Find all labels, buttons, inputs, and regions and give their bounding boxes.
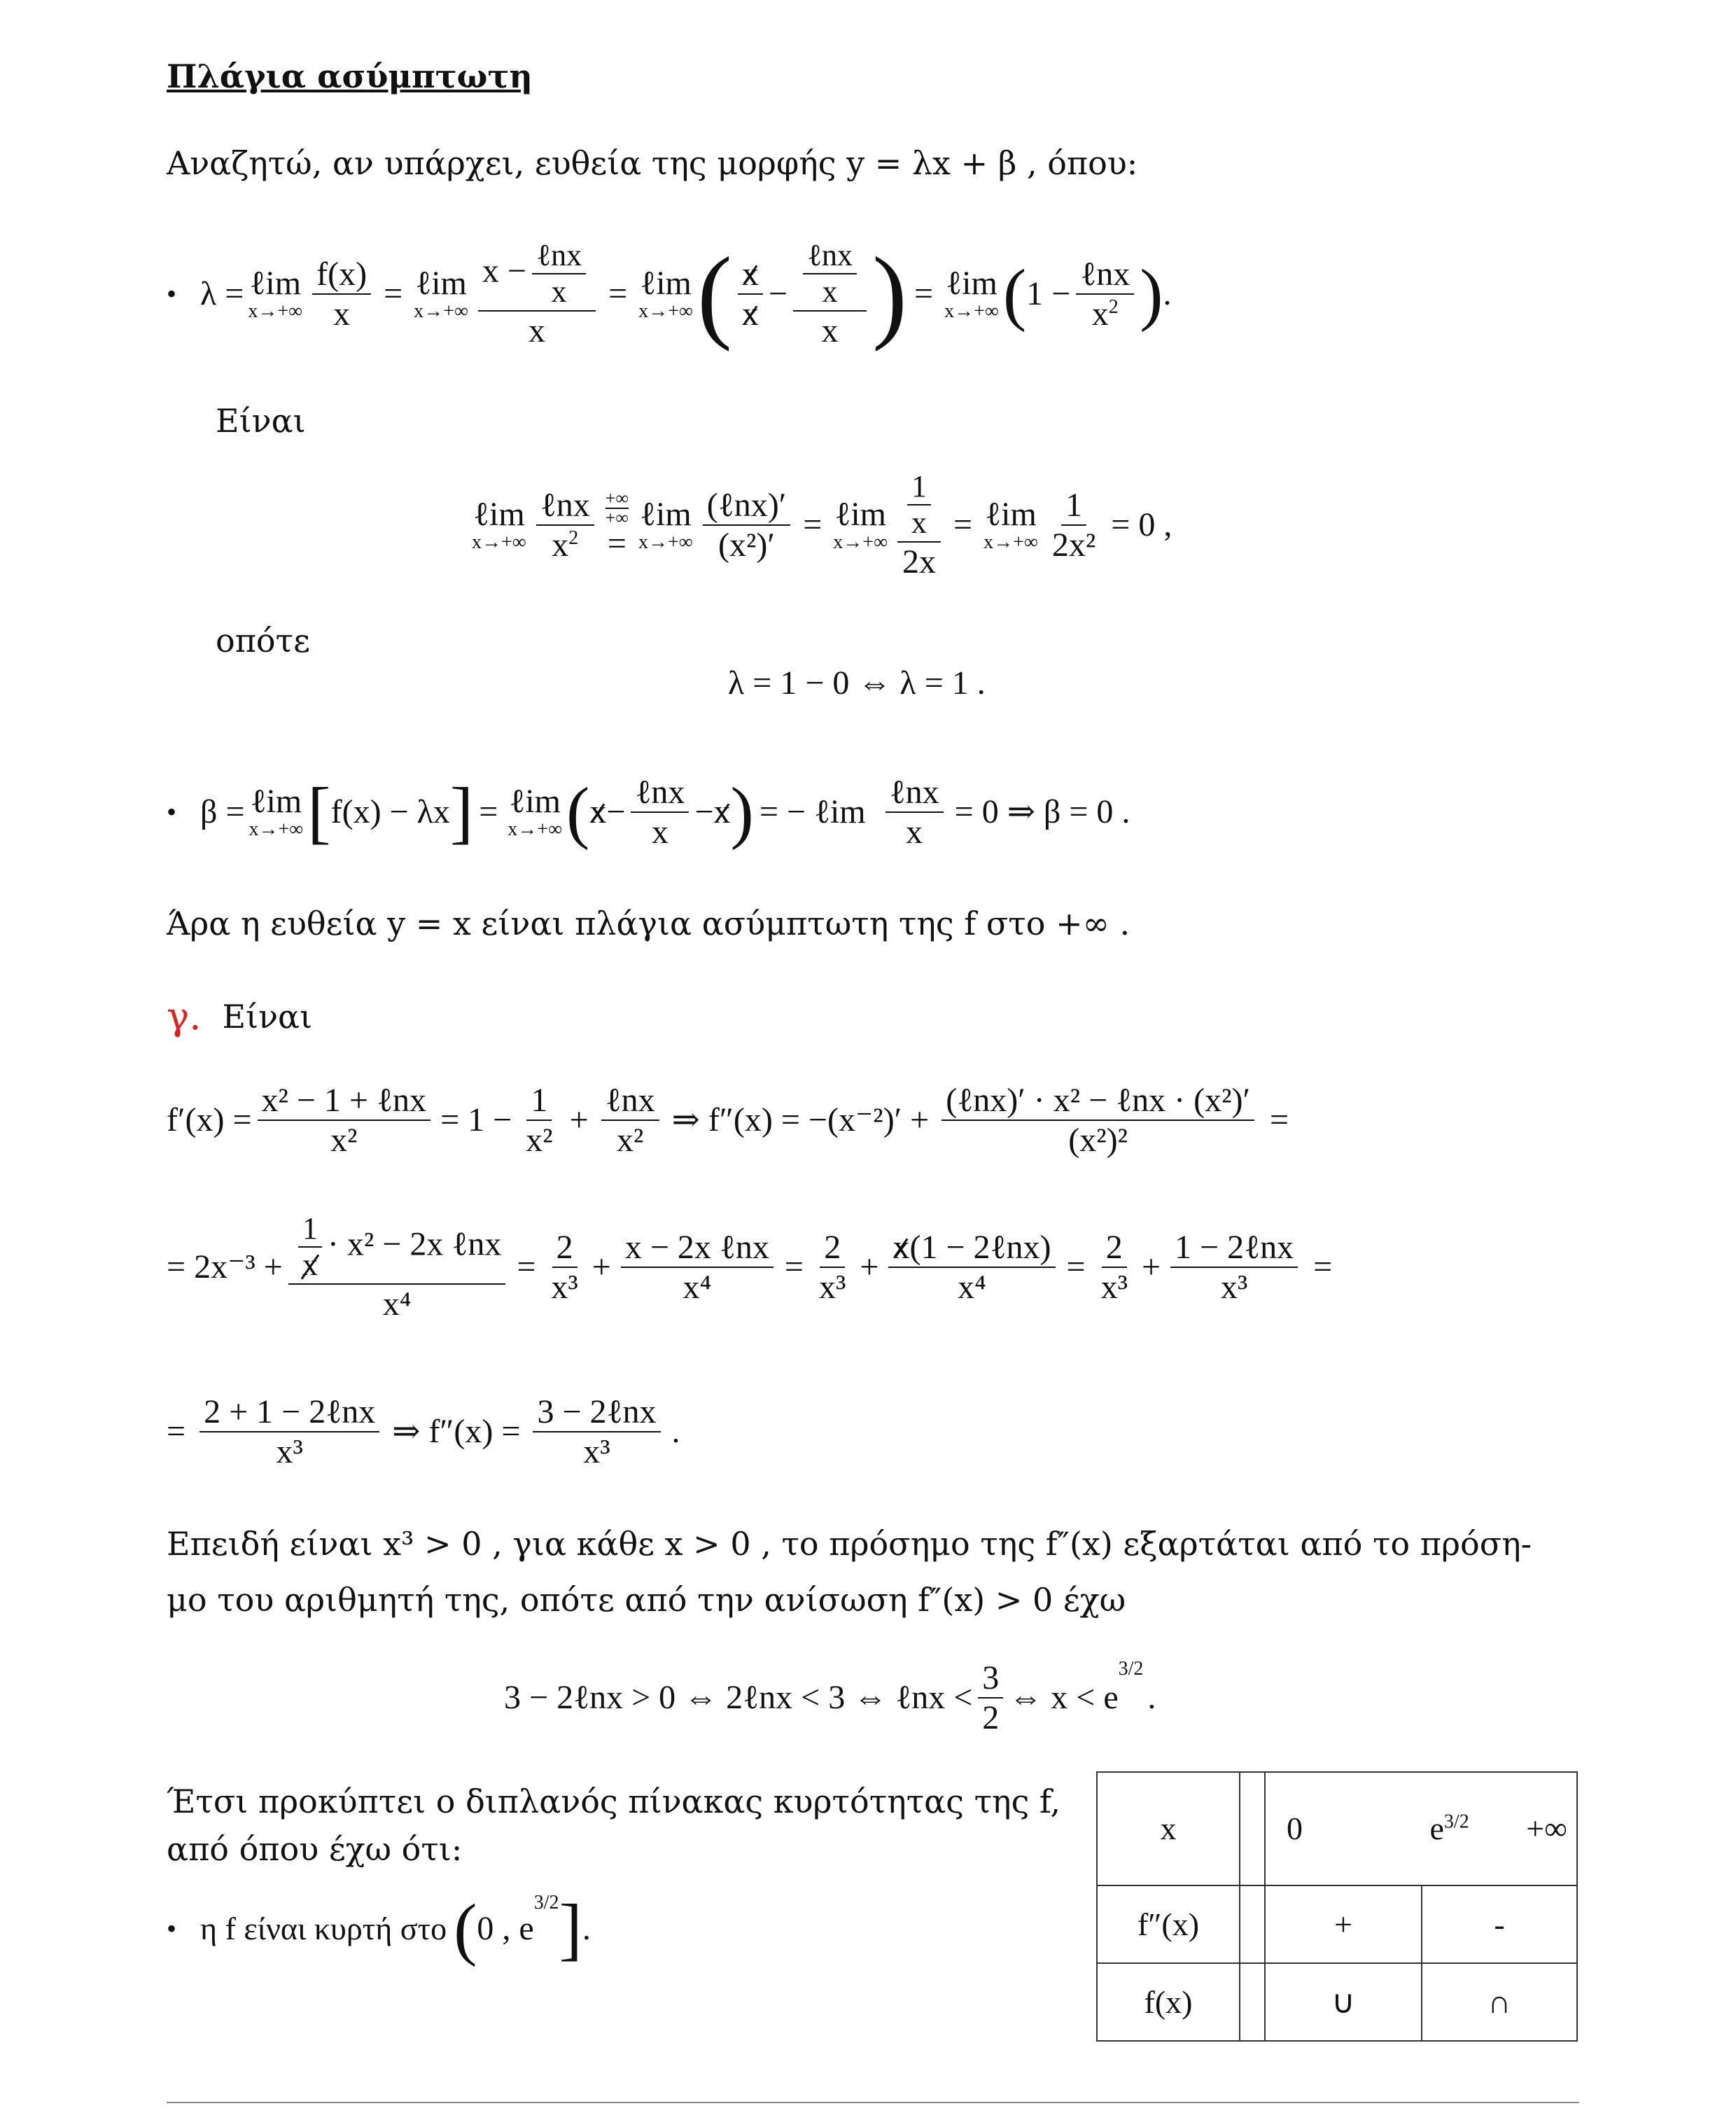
limit-op: ℓim x→+∞: [638, 265, 693, 322]
fsecond-derivation: = 2x⁻³ + $\frac{1}{x}$ · x² − 2x ℓnx x⁴ = $\frac{2}{\text{x³}}$ + $\frac{\text{x − 2x ℓnx}}{\text{x⁴}}$ = $\frac{2}{\text{x³}}$ + $\frac{\text{x(1 − 2ℓnx)}}{\text{x⁴}}$ = $\frac{2}{\text{x³}}$ + $\frac{\text{1 − 2ℓnx}}{\text{x³}}$ =: [167, 1211, 1333, 1323]
opote-text: οπότε: [216, 622, 310, 660]
intro-text: Αναζητώ, αν υπάρχει, ευθεία της μορφής y = λx + β , όπου:: [167, 144, 1138, 182]
conclusion-text: Άρα η ευθεία y = x είναι πλάγια ασύμπτωτη της f στο +∞ .: [167, 905, 1130, 942]
section-title: Πλάγια ασύμπτωτη: [167, 57, 533, 95]
fraction: $\frac{x}{x}$: [738, 255, 763, 333]
footer-rule: [167, 2102, 1579, 2103]
fraction: $\frac{f(x)}{x}$: [312, 255, 371, 333]
fprime-equation: f′(x) = $\frac{\text{x² − 1 + ℓnx}}{\text{x²}}$ = 1 − $\frac{1}{\text{x²}}$ + $\frac{\text{ℓnx}}{\text{x²}}$ ⇒ f″(x) = −(x⁻²)′ + $\frac{\text{(ℓnx)′ · x² − ℓnx · (x²)′}}{\text{(x²)²}}$ =: [167, 1081, 1289, 1159]
paragraph-line2: μο του αριθμητή της, οπότε από την ανίσωση f″(x) > 0 έχω: [167, 1581, 1126, 1619]
convexity-table: [1096, 1771, 1578, 2042]
lambda-equation: • λ = ℓim x→+∞ $\frac{f(x)}{x}$ = ℓim x→+∞ x − $\frac{\text{ℓnx}}{x}$ x = ℓim x→+∞ ( $\frac{x}{x}$ − $\frac{\frac{\text{ℓnx}}{x}}{x}$ ) = ℓim x→+∞ ( 1 − $\frac{\text{ℓnx}}{x^2}$ ) .: [167, 236, 1172, 352]
limit-op: ℓim x→+∞: [944, 265, 999, 322]
limit-op: ℓim x→+∞: [248, 265, 303, 322]
table-f2-sign-2: -: [1422, 1885, 1577, 1963]
table-intro-line2: από όπου έχω ότι:: [167, 1830, 463, 1868]
paragraph-line1: Επειδή είναι x³ > 0 , για κάθε x > 0 , το πρόσημο της f″(x) εξαρτάται από το πρόση-: [167, 1525, 1532, 1563]
gamma-label: γ.: [167, 994, 202, 1038]
table-fx-label: f(x): [1097, 1963, 1240, 2041]
table-concave-icon: ∩: [1422, 1963, 1577, 2041]
lambda-result: λ = 1 − 0 ⇔ λ = 1 .: [728, 664, 986, 702]
table-header-x: x: [1097, 1772, 1240, 1885]
table-intro-line1: Έτσι προκύπτει ο διπλανός πίνακας κυρτότητας της f,: [167, 1783, 1060, 1820]
limit-equation: ℓim x→+∞ $\frac{\text{ℓnx}}{x^2}$ +∞ +∞ = ℓim x→+∞ $\frac{\text{(ℓnx)′}}{\text{(x²)′}}$ = ℓim x→+∞ $\frac{\frac{1}{x}}{2x}$ = ℓim x→+∞ $\frac{1}{\text{2x²}}$ = 0 ,: [472, 468, 1172, 580]
lambda-lhs: λ =: [200, 275, 244, 312]
convex-statement: • η f είναι κυρτή στο ( 0 , e $^{3/2}$ ] .: [167, 1890, 591, 1967]
table-f2-label: f″(x): [1097, 1885, 1240, 1963]
gamma-heading: γ. Είναι: [167, 994, 313, 1038]
bullet: •: [167, 278, 177, 309]
fraction: $\frac{\frac{\text{ℓnx}}{x}}{x}$: [793, 238, 867, 350]
table-x-values: 0 $e^{3/2}$ +∞: [1265, 1772, 1577, 1885]
inequality: 3 − 2ℓnx > 0 ⇔ 2ℓnx < 3 ⇔ ℓnx < $\frac{3}{2}$ ⇔ x < e 3/2 .: [504, 1658, 1156, 1736]
table-convex-icon: ∪: [1265, 1963, 1422, 2041]
fsecond-result: = $\frac{\text{2 + 1 − 2ℓnx}}{\text{x³}}$ ⇒ f″(x) = $\frac{\text{3 − 2ℓnx}}{\text{x³}}$ .: [167, 1393, 680, 1470]
fraction: $\frac{\text{ℓnx}}{x^2}$: [1076, 255, 1134, 333]
fraction: x − $\frac{\text{ℓnx}}{x}$ x: [478, 238, 596, 350]
limit-op: ℓim x→+∞: [414, 265, 468, 322]
beta-equation: • β = ℓim x→+∞ [ f(x) − λx ] = ℓim x→+∞ ( x − $\frac{\text{ℓnx}}{x}$ − x ) = − ℓim $\frac{\text{ℓnx}}{x}$ = 0 ⇒ β = 0 .: [167, 773, 1130, 851]
table-f2-sign-1: +: [1265, 1885, 1422, 1963]
einai-text: Είναι: [216, 402, 306, 440]
